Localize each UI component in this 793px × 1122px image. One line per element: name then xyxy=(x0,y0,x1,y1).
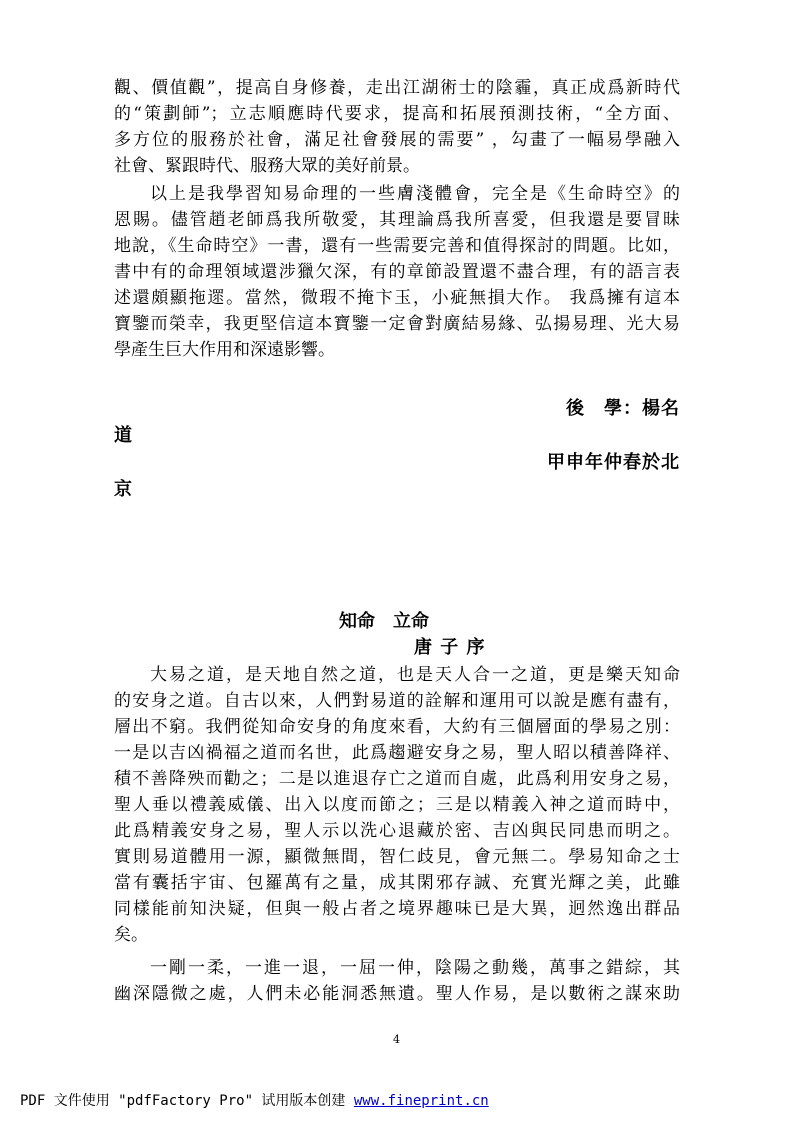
paragraph-line: 層出不窮。我們從知命安身的角度來看，大約有三個層面的學易之別： xyxy=(114,717,680,737)
footer-link[interactable]: www.fineprint.cn xyxy=(353,1093,489,1109)
paragraph-line: 幽深隱微之處，人們未必能洞悉無遺。聖人作易，是以數術之謀來助 xyxy=(114,984,680,1004)
paragraph-line: 恩賜。儘管趙老師爲我所敬愛，其理論爲我所喜愛，但我還是要冒昧 xyxy=(114,210,680,230)
paragraph-line: 寶鑒而榮幸，我更堅信這本寶鑒一定會對廣結易緣、弘揚易理、光大易 xyxy=(114,314,680,334)
paragraph-line: 以上是我學習知易命理的一些膚淺體會，完全是《生命時空》的 xyxy=(150,184,680,204)
paragraph-line: 的安身之道。自古以來，人們對易道的詮解和運用可以說是應有盡有， xyxy=(114,691,680,711)
paragraph-line: 大易之道，是天地自然之道，也是天人合一之道，更是樂天知命 xyxy=(150,665,680,685)
paragraph-line: 實則易道體用一源，顯微無間，智仁歧見，會元無二。學易知命之士 xyxy=(114,847,680,867)
paragraph-line: 的“策劃師”；立志順應時代要求，提高和拓展預測技術，“全方面、 xyxy=(114,104,680,124)
date-signature: 甲申年仲春於北 xyxy=(547,452,680,473)
author-signature-wrap: 道 xyxy=(114,425,132,446)
paragraph-line: 聖人垂以禮義威儀、出入以度而節之；三是以精義入神之道而時中， xyxy=(114,795,680,815)
paragraph-line: 述還頗顯拖遝。當然，微瑕不掩卞玉，小疵無損大作。 我爲擁有這本 xyxy=(114,288,680,308)
paragraph-line: 地說，《生命時空》一書，還有一些需要完善和值得探討的問題。比如， xyxy=(114,236,680,256)
paragraph-line: 一剛一柔，一進一退，一屈一伸，陰陽之動幾，萬事之錯綜，其 xyxy=(150,958,680,978)
date-signature-wrap: 京 xyxy=(114,479,132,500)
paragraph-line: 積不善降殃而勸之；二是以進退存亡之道而自處，此爲利用安身之易， xyxy=(114,769,680,789)
paragraph-line: 觀、價值觀”，提高自身修養，走出江湖術士的陰霾，真正成爲新時代 xyxy=(114,78,680,98)
section-subtitle: 唐 子 序 xyxy=(414,637,486,658)
footer-text: PDF 文件使用 "pdfFactory Pro" 试用版本创建 xyxy=(20,1093,354,1109)
paragraph-line: 矣。 xyxy=(114,925,148,945)
paragraph-line: 此爲精義安身之易，聖人示以洗心退藏於密、吉凶與民同患而明之。 xyxy=(114,821,680,841)
page-number: 4 xyxy=(393,1033,400,1046)
paragraph-line: 學產生巨大作用和深遠影響。 xyxy=(114,340,335,360)
section-title: 知命 立命 xyxy=(339,611,429,632)
paragraph-line: 多方位的服務於社會，滿足社會發展的需要” ，勾畫了一幅易學融入 xyxy=(114,130,680,150)
paragraph-line: 一是以吉凶禍福之道而名世，此爲趨避安身之易，聖人昭以積善降祥、 xyxy=(114,743,680,763)
paragraph-line: 社會、緊跟時代、服務大眾的美好前景。 xyxy=(114,156,420,176)
paragraph-line: 當有囊括宇宙、包羅萬有之量，成其閑邪存誠、充實光輝之美，此雖 xyxy=(114,873,680,893)
pdf-footer xyxy=(20,1092,489,1110)
author-signature: 後 學：楊名 xyxy=(566,398,680,419)
paragraph-line: 書中有的命理領域還涉獵欠深，有的章節設置還不盡合理，有的語言表 xyxy=(114,262,680,282)
paragraph-line: 同樣能前知決疑，但與一般占者之境界趣味已是大異，迥然逸出群品 xyxy=(114,899,680,919)
